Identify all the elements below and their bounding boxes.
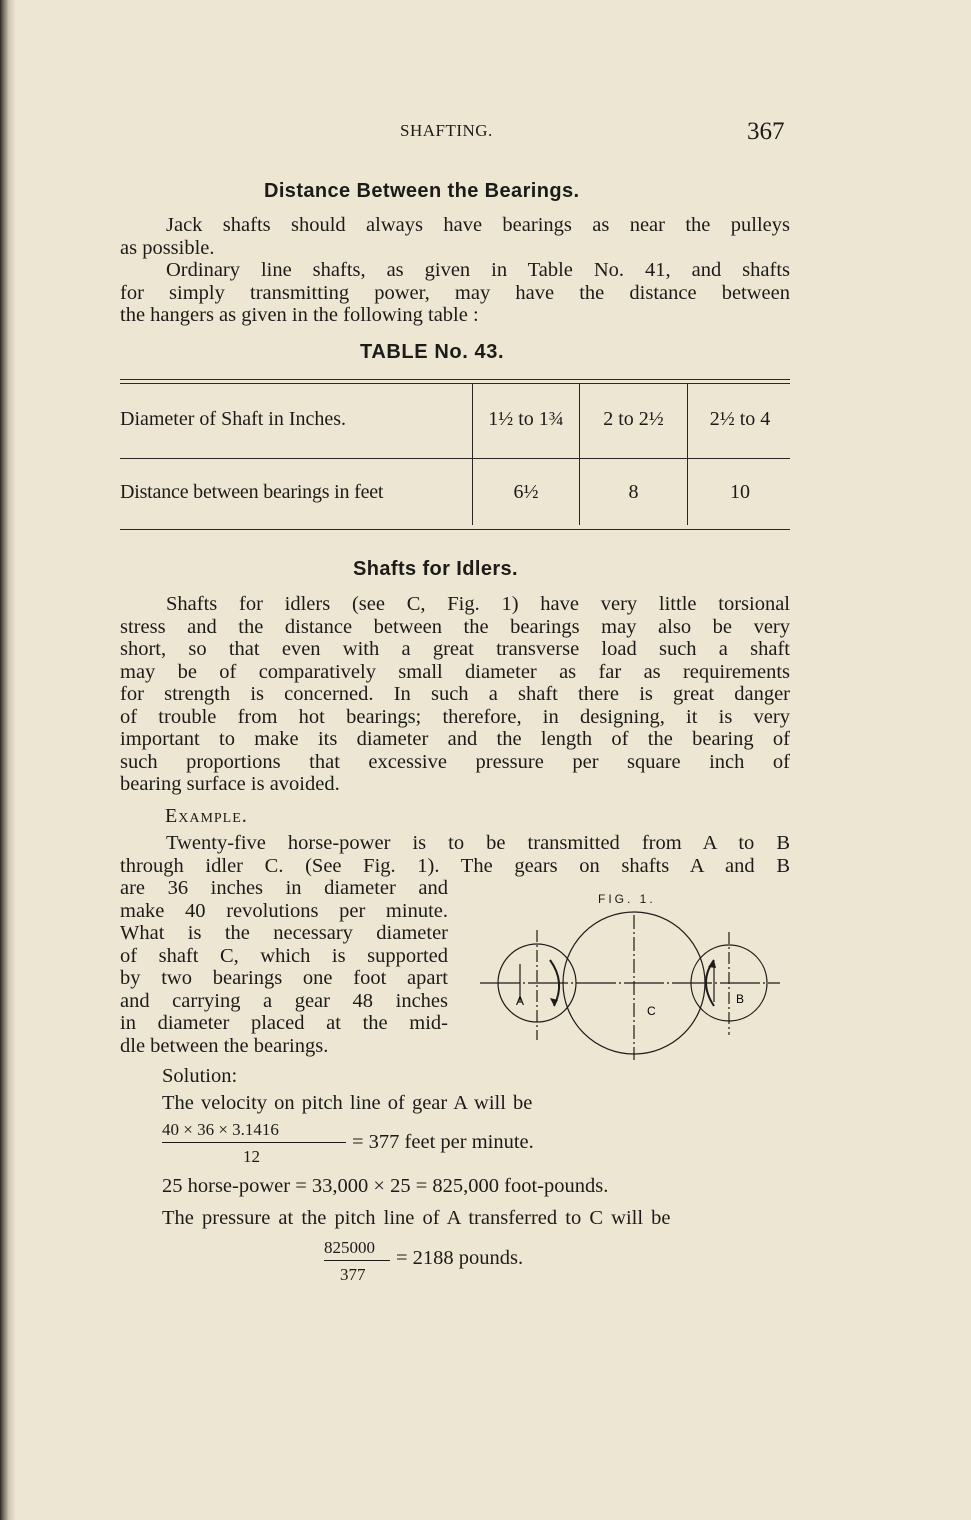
paragraph-jack-shafts	[120, 214, 790, 259]
text-line: important to make its diameter and the length of the bearing of	[120, 728, 790, 750]
text-line: for simply transmitting power, may have the distance between	[120, 281, 790, 304]
figure-caption: FIG. 1.	[598, 892, 656, 906]
table-cell: 6½	[513, 481, 539, 503]
section-heading-idlers: Shafts for Idlers.	[353, 558, 519, 580]
text-line: dle between the bearings.	[120, 1034, 329, 1057]
table-cell: 2½ to 4	[709, 408, 771, 430]
text-line: of trouble from hot bearings; therefore, in designing, it is very	[120, 705, 790, 728]
text-line: Shafts for idlers (see C, Fig. 1) have very little torsional	[166, 593, 790, 615]
paragraph-idlers	[120, 593, 790, 796]
paragraph-line-shafts	[120, 259, 790, 327]
table-cell: 8	[628, 481, 639, 503]
fraction2-result: = 2188 pounds.	[396, 1247, 524, 1269]
text-line: may be of comparatively small diameter as far as requirements	[120, 660, 790, 683]
solution-label: Solution:	[162, 1065, 238, 1087]
text-line: bearing surface is avoided.	[120, 773, 340, 795]
fraction1-denominator: 12	[243, 1147, 260, 1166]
table-title: TABLE No. 43.	[360, 341, 505, 363]
gear-c-label: C	[647, 1004, 656, 1018]
fraction1-result: = 377 feet per minute.	[352, 1131, 534, 1153]
table-top-rule	[120, 379, 790, 380]
text-line: for strength is concerned. In such a shaft there is great danger	[120, 683, 790, 705]
fraction2-bar	[324, 1260, 390, 1261]
text-line: make 40 revolutions per minute.	[120, 899, 448, 922]
text-line: are 36 inches in diameter and	[120, 877, 448, 899]
page-binding-edge	[0, 0, 16, 1520]
solution-line2: 25 horse-power = 33,000 × 25 = 825,000 foot-pounds.	[162, 1175, 609, 1197]
solution-line1: The velocity on pitch line of gear A will be	[162, 1092, 533, 1114]
table-row1-label: Diameter of Shaft in Inches.	[120, 408, 347, 430]
table-cell: 2 to 2½	[603, 408, 664, 430]
solution-line3: The pressure at the pitch line of A transferred to C will be	[162, 1207, 671, 1229]
example-label: Example.	[165, 805, 248, 827]
page-number: 367	[747, 118, 785, 145]
gear-diagram	[470, 910, 790, 1070]
table-top-rule-2	[120, 383, 790, 384]
fraction2-denominator: 377	[340, 1265, 366, 1284]
text-line: and carrying a gear 48 inches	[120, 989, 448, 1012]
text-line: of shaft C, which is supported	[120, 944, 448, 967]
text-line: in diameter placed at the mid-	[120, 1012, 448, 1034]
text-line: Twenty-five horse-power is to be transmitted from A to B	[166, 832, 790, 854]
example-question	[120, 877, 448, 1057]
table-cell: 10	[730, 481, 750, 503]
text-line: Jack shafts should always have bearings as near the pulleys	[166, 214, 790, 236]
example-intro	[120, 832, 790, 877]
fraction1-numerator: 40 × 36 × 3.1416	[162, 1120, 279, 1139]
text-line: by two bearings one foot apart	[120, 967, 448, 989]
text-line: short, so that even with a great transverse load such a shaft	[120, 638, 790, 660]
text-line: the hangers as given in the following table :	[120, 304, 479, 326]
section-heading-distance: Distance Between the Bearings.	[264, 180, 580, 202]
text-line: such proportions that excessive pressure per square inch of	[120, 750, 790, 773]
running-title: SHAFTING.	[400, 121, 493, 140]
text-line: What is the necessary diameter	[120, 922, 448, 944]
table-cell: 1½ to 1¾	[488, 408, 564, 430]
table-vline	[579, 384, 580, 525]
table-bottom-rule	[120, 529, 790, 530]
text-line: Ordinary line shafts, as given in Table No. 41, and shafts	[166, 259, 790, 281]
table-row2-label: Distance between bearings in feet	[120, 481, 384, 503]
text-line: as possible.	[120, 236, 215, 259]
table-vline	[472, 384, 473, 525]
text-line: through idler C. (See Fig. 1). The gears on shafts A and B	[120, 854, 790, 877]
table-vline	[687, 384, 688, 525]
text-line: stress and the distance between the bearings may also be very	[120, 615, 790, 638]
gear-a-label: A	[516, 994, 525, 1008]
fraction1-bar	[162, 1142, 346, 1143]
table-mid-rule	[120, 458, 790, 459]
fraction2-numerator: 825000	[324, 1238, 375, 1257]
gear-b-label: B	[736, 992, 745, 1006]
